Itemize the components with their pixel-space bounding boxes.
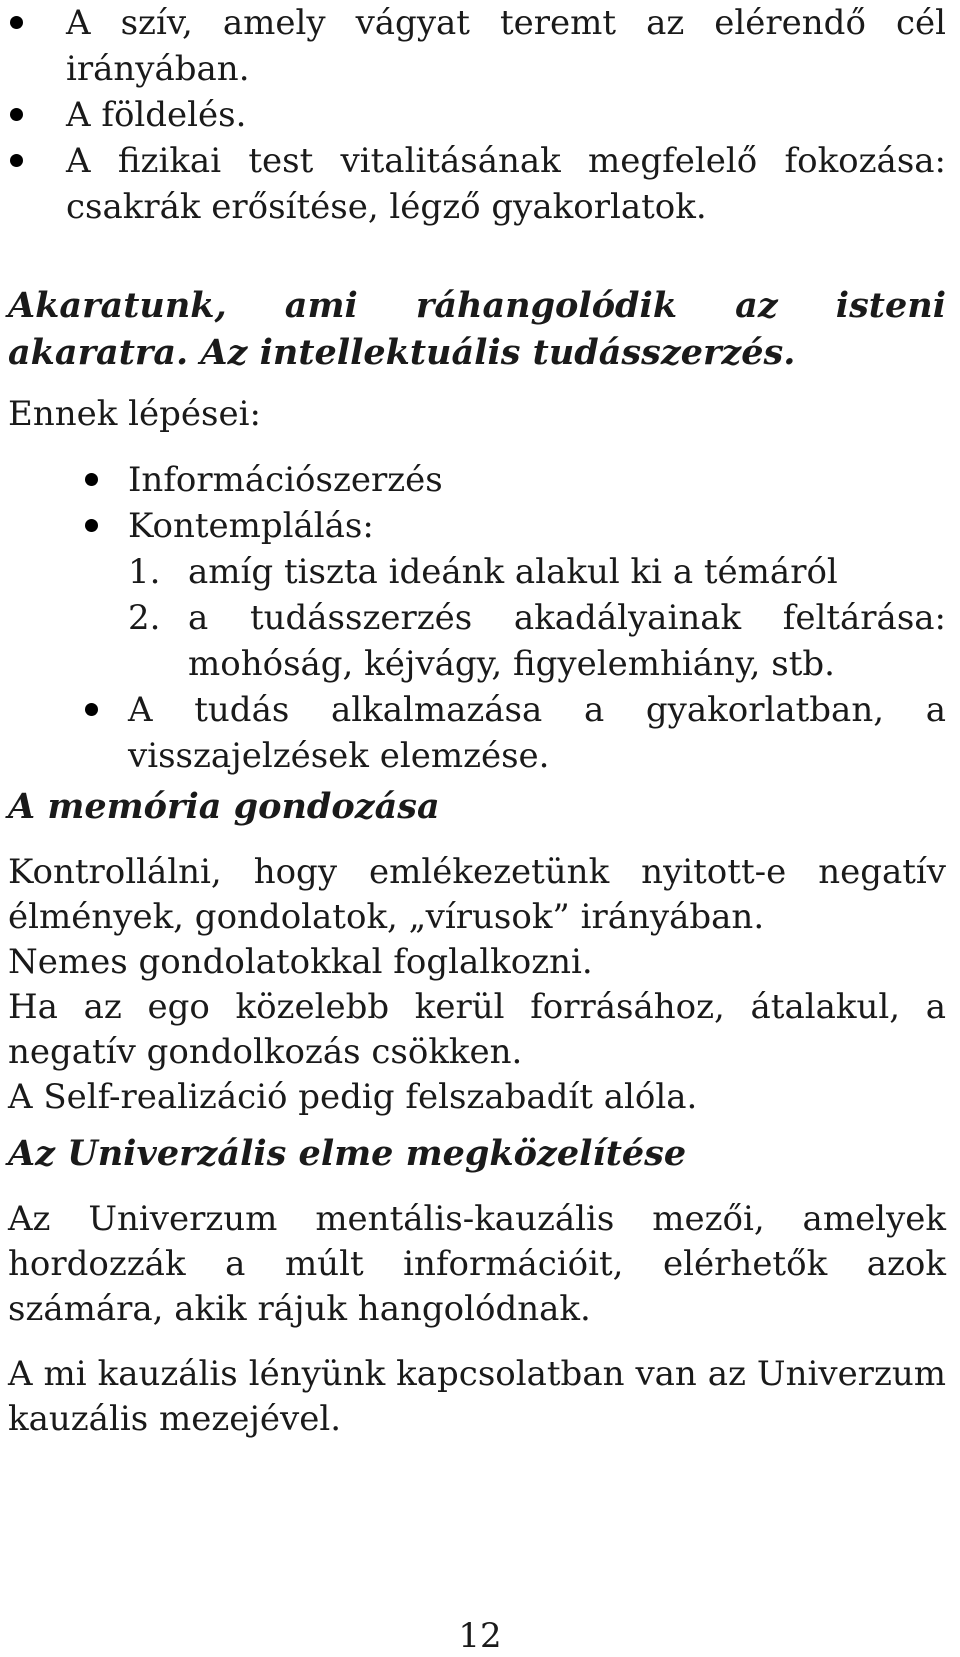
- item-text: amíg tiszta ideánk alakul ki a témáról: [188, 552, 838, 592]
- numbered-item: [128, 595, 946, 687]
- steps-intro: Ennek lépései:: [8, 394, 261, 434]
- list-item: A szív, amely vágyat teremt az elérendő cél irányában.: [8, 0, 946, 92]
- steps-list: [8, 457, 946, 549]
- steps-list-continued: [8, 687, 946, 779]
- section-heading-akarat: Akaratunk, ami ráhangolódik az isteni akaratra. Az intellektuális tudásszerzés.: [8, 285, 946, 373]
- item-number: 2.: [128, 598, 161, 638]
- document-page: [8, 0, 946, 1442]
- paragraph: Ha az ego közelebb kerül forrásához, átalakul, a negatív gondolkozás csökken.: [8, 987, 946, 1072]
- step-info: Információszerzés: [128, 460, 443, 500]
- list-item: A tudás alkalmazása a gyakorlatban, a visszajelzések elemzése.: [8, 687, 946, 779]
- list-item: A fizikai test vitalitásának megfelelő fokozása: csakrák erősítése, légző gyakorlatok.: [8, 138, 946, 230]
- step-kontemplalas: Kontemplálás:: [128, 506, 374, 546]
- section-heading-memoria: A memória gondozása: [8, 786, 440, 827]
- top-bullet-list: [8, 0, 946, 230]
- memoria-paragraphs: [8, 850, 946, 1120]
- list-item: [8, 457, 946, 503]
- paragraph: A Self-realizáció pedig felszabadít alóla.: [8, 1077, 698, 1117]
- paragraph: Kontrollálni, hogy emlékezetünk nyitott-e negatív élmények, gondolatok, „vírusok” irányában.: [8, 852, 946, 937]
- numbered-list: [68, 549, 946, 687]
- section-heading-univerzalis: Az Univerzális elme megközelítése: [8, 1133, 687, 1174]
- paragraph: Az Univerzum mentális-kauzális mezői, amelyek hordozzák a múlt információit, elérhetők azok számára, akik rájuk hangolódnak.: [8, 1199, 946, 1329]
- list-item: A földelés.: [8, 92, 946, 138]
- paragraph: A mi kauzális lényünk kapcsolatban van az Univerzum kauzális mezejével.: [8, 1354, 946, 1439]
- item-text: a tudásszerzés akadályainak feltárása: mohóság, kéjvágy, figyelemhiány, stb.: [188, 598, 946, 684]
- page-number: 12: [458, 1616, 502, 1656]
- numbered-item: [128, 549, 946, 595]
- item-number: 1.: [128, 552, 161, 592]
- list-item: [8, 503, 946, 549]
- paragraph: Nemes gondolatokkal foglalkozni.: [8, 942, 593, 982]
